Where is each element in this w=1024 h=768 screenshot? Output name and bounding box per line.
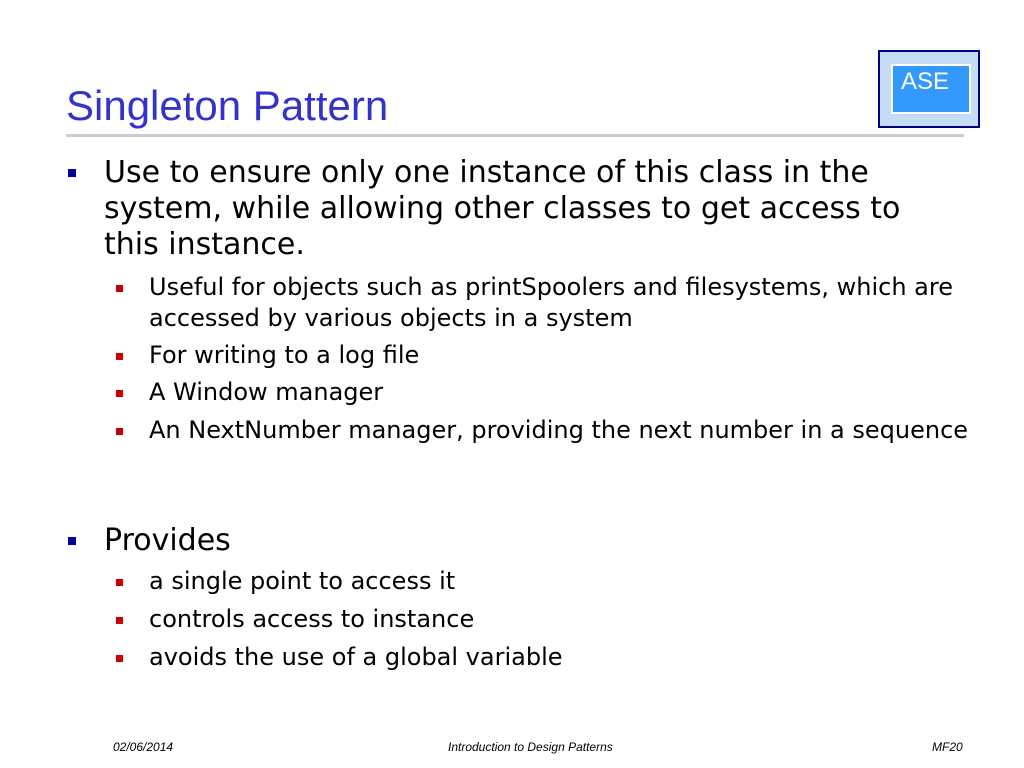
bullet-purpose: Use to ensure only one instance of this class in the system, while allowing other classes to get access to this instance. [104,155,954,263]
ase-logo-label: ASE [891,64,971,114]
sub-bullet-window-manager: A Window manager [149,377,969,408]
sub-bullet-global-variable: avoids the use of a global variable [149,642,969,673]
sub-bullet-log-file: For writing to a log file [149,340,969,371]
sub-bullet-controls-access: controls access to instance [149,604,969,635]
sub-bullet-print-spoolers: Useful for objects such as printSpoolers and filesystems, which are accessed by various objects in a system [149,272,969,334]
footer-title: Introduction to Design Patterns [448,740,613,754]
bullet-provides: Provides [104,523,954,559]
sub-bullet-next-number: An NextNumber manager, providing the next number in a sequence [149,416,969,444]
footer-date: 02/06/2014 [113,740,174,754]
slide-title: Singleton Pattern [66,82,389,129]
sub-bullet-single-point: a single point to access it [149,566,969,597]
footer-page-number: MF20 [932,740,963,754]
